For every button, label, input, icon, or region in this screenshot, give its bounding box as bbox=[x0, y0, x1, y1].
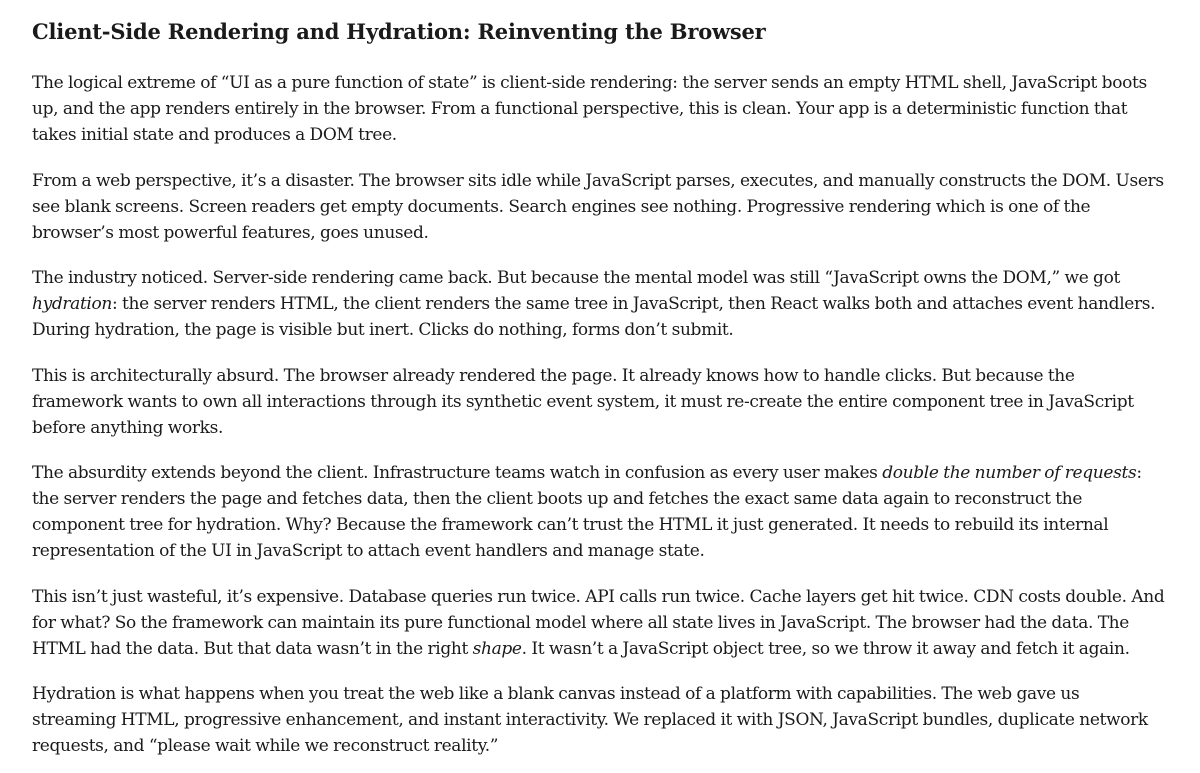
paragraph-hydration-definition bbox=[32, 265, 1168, 343]
paragraph-architecturally-absurd: This is architecturally absurd. The browser already rendered the page. It already knows how to handle clicks. But because the framework wants to own all interactions through its synthetic event system, it must re-create the entire component tree in JavaScript before anything works. bbox=[32, 365, 1134, 438]
emphasis-shape: shape bbox=[472, 638, 522, 659]
paragraph-expensive bbox=[32, 584, 1168, 662]
paragraph-blank-canvas: Hydration is what happens when you treat the web like a blank canvas instead of a platform with capabilities. The web gave us streaming HTML, progressive enhancement, and instant interactivity. We replaced it with JSON, JavaScript bundles, duplicate network requests, and “please wait while we reconstruct reality.” bbox=[32, 684, 1148, 756]
paragraph-web-perspective: From a web perspective, it’s a disaster. The browser sits idle while JavaScript parses, executes, and manually constructs the DOM. Users see blank screens. Screen readers get empty documents. Search engines see nothing. Progressive rendering which is one of the browser’s most powerful features, goes unused. bbox=[32, 170, 1164, 243]
paragraph-client-side-rendering: The logical extreme of “UI as a pure function of state” is client-side rendering: the server sends an empty HTML shell, JavaScript boots up, and the app renders entirely in the browser. From a functional perspective, this is clean. Your app is a deterministic function that takes initial state and produces a DOM tree. bbox=[32, 73, 1147, 145]
paragraph-text: The industry noticed. Server-side rendering came back. But because the mental model was still “JavaScript owns the DOM,” we got bbox=[32, 268, 1120, 288]
emphasis-hydration: hydration bbox=[32, 294, 112, 314]
paragraph-text: : the server renders HTML, the client renders the same tree in JavaScript, then React walks both and attaches event handlers. During hydration, the page is visible but inert. Clicks do nothing, forms don’t submit. bbox=[32, 294, 1156, 340]
paragraph-text: This isn’t just wasteful, it’s expensive. Database queries run twice. API calls run twice. Cache layers get hit twice. CDN costs double. And for what? So the framework can maintain its pure functional model where all state lives in JavaScript. The browser had the data. The HTML had the data. But that data wasn’t in the right bbox=[32, 586, 1165, 659]
paragraph-text: The absurdity extends beyond the client. Infrastructure teams watch in confusion as every user makes bbox=[32, 463, 883, 483]
paragraph-double-requests bbox=[32, 460, 1168, 564]
article-title: Client-Side Rendering and Hydration: Reinventing the Browser bbox=[32, 19, 766, 44]
emphasis-double-requests: double the number of requests bbox=[882, 463, 1137, 483]
paragraph-text: : the server renders the page and fetches data, then the client boots up and fetches the exact same data again to reconstruct the component tree for hydration. Why? Because the framework can’t trust the HTML it just generated. It needs to rebuild its internal representation of the UI in JavaScript to attach event handlers and manage state. bbox=[32, 463, 1142, 561]
paragraph-text: . It wasn’t a JavaScript object tree, so we throw it away and fetch it again. bbox=[521, 638, 1130, 659]
